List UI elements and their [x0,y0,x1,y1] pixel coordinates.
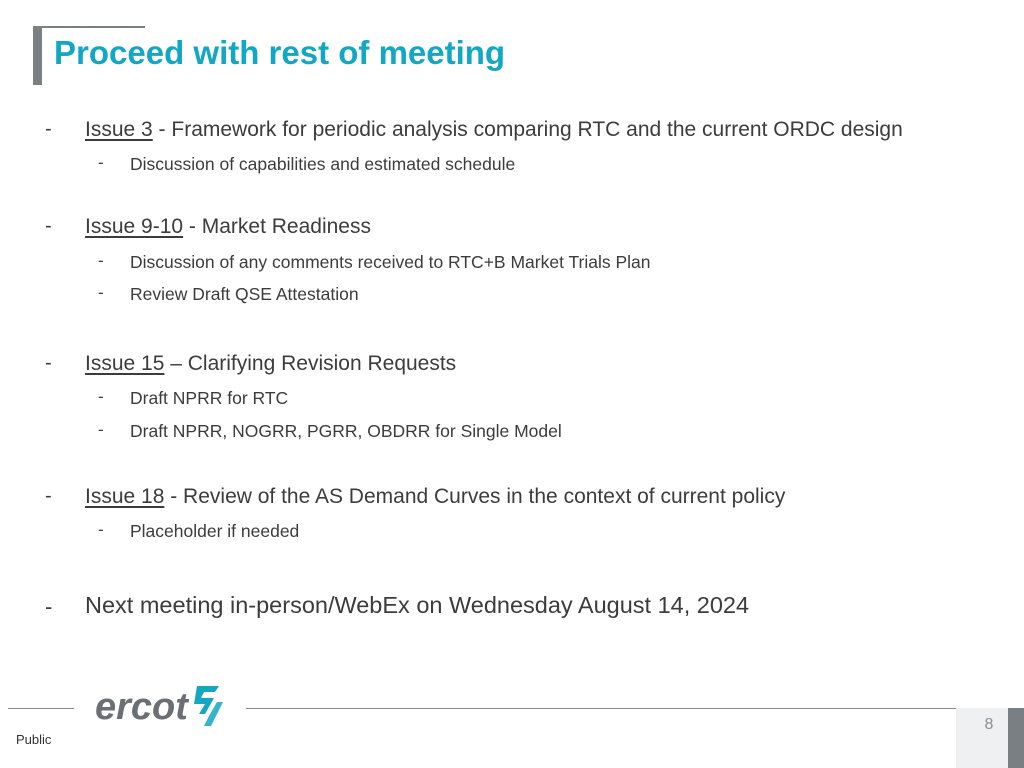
bullet-dash: - [45,594,53,619]
issue-link[interactable]: Issue 9-10 [85,215,184,238]
footer-divider-left [8,708,74,709]
agenda-item-description: – Clarifying Revision Requests [164,352,457,375]
issue-link[interactable]: Issue 18 [85,485,165,508]
bullet-dash: - [98,153,104,172]
agenda-item-text [85,215,371,239]
bullet-dash: - [98,251,104,270]
title-accent-bar [33,27,42,85]
bullet-dash: - [45,485,52,507]
bullet-dash: - [98,420,104,439]
ercot-logo [93,682,233,732]
agenda-item-description: - Review of the AS Demand Curves in the context of current policy [164,485,786,508]
issue-link[interactable]: Issue 15 [85,352,165,375]
footer-divider-right [246,708,956,709]
sub-item-text: Draft NPRR for RTC [130,388,289,408]
next-meeting-text: Next meeting in-person/WebEx on Wednesday August 14, 2024 [85,592,750,618]
agenda-item-description: - Framework for periodic analysis comparing RTC and the current ORDC design [152,118,903,141]
agenda-item-text [85,118,903,142]
sub-item-text: Draft NPRR, NOGRR, PGRR, OBDRR for Single Model [130,421,562,441]
issue-link[interactable]: Issue 3 [85,118,153,141]
sub-item-text: Discussion of capabilities and estimated schedule [130,154,516,174]
bullet-dash: - [98,520,104,539]
agenda-item-description: - Market Readiness [183,215,371,238]
page-number: 8 [984,716,994,733]
title-accent-line [33,26,145,28]
bullet-dash: - [45,118,52,140]
sub-item-text: Discussion of any comments received to RTC+B Market Trials Plan [130,252,651,272]
bullet-dash: - [45,352,52,374]
sub-item-text: Review Draft QSE Attestation [130,284,359,304]
bullet-dash: - [98,387,104,406]
bullet-dash: - [98,283,104,302]
classification-label: Public [16,732,52,747]
agenda-item-text [85,485,785,509]
slide-title: Proceed with rest of meeting [54,34,506,71]
agenda-item-text [85,352,456,376]
bullet-dash: - [45,215,52,237]
logo-wordmark: ercot [95,686,188,728]
lightning-bolt-icon [194,686,223,726]
sub-item-text: Placeholder if needed [130,521,300,541]
